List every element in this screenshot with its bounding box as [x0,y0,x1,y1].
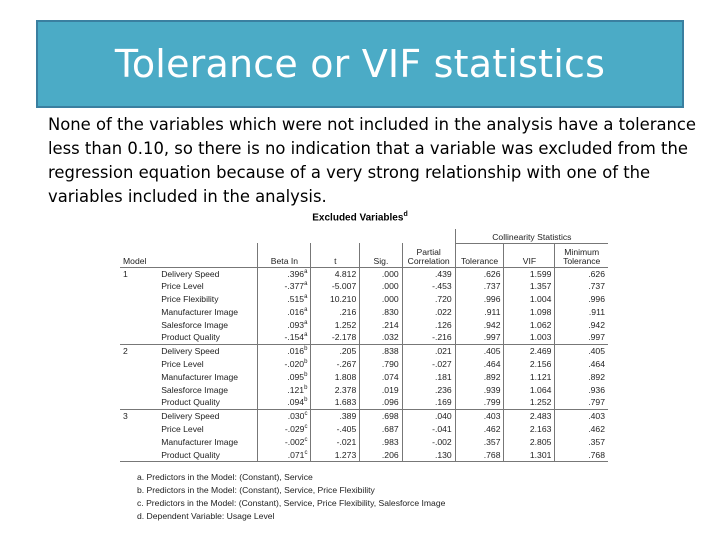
excluded-variables-table-frame [120,229,608,469]
cell-tolerance: .768 [455,449,504,462]
beta-in-footnote-marker: c [304,437,308,443]
beta-in-value: .071 [287,449,305,460]
cell-vif: 1.121 [504,371,555,384]
cell-variable: Delivery Speed [158,410,258,423]
beta-in-footnote-marker: b [304,397,308,404]
cell-vif: 1.003 [504,331,555,344]
beta-in-value: -.029 [284,424,305,435]
cell-variable: Price Level [161,281,204,292]
cell-vif: 1.004 [504,293,555,306]
cell-beta-in [258,293,311,306]
slide-body-text: None of the variables which were not included in the analysis have a tolerance less than 0.10, so there is no indication that a variable was excluded from the regression equation because of a very strong relationship with one of the variables included in the analysis. [48,115,697,206]
cell-variable: Manufacturer Image [161,371,239,382]
cell-model: 2 [120,345,158,358]
cell-sig: .698 [360,410,402,423]
beta-in-value: -.002 [284,436,305,447]
cell-partial-correlation: .040 [402,410,455,423]
cell-model [120,396,158,409]
cell-variable: Delivery Speed [158,345,258,358]
cell-minimum-tolerance: .936 [555,384,608,397]
cell-minimum-tolerance: .768 [555,449,608,462]
cell-sig: .206 [360,449,402,462]
cell-model [120,436,158,449]
col-header-model: Model [123,256,147,266]
cell-beta-in [258,319,311,332]
cell-t: 1.808 [311,371,360,384]
cell-tolerance: .462 [455,423,504,436]
beta-in-value: -.377 [284,281,305,292]
table-row [120,436,608,449]
cell-t: -2.178 [311,331,360,344]
cell-partial-correlation: .130 [402,449,455,462]
table-row [120,306,608,319]
cell-partial-correlation: -.041 [402,423,455,436]
cell-tolerance: .892 [455,371,504,384]
cell-variable: Salesforce Image [161,384,229,395]
cell-variable: Product Quality [158,449,258,462]
cell-model [120,319,158,332]
cell-vif: 1.062 [504,319,555,332]
cell-minimum-tolerance: .942 [555,319,608,332]
table-row [120,319,608,332]
cell-minimum-tolerance: .403 [555,410,608,423]
cell-minimum-tolerance: .626 [555,267,608,280]
cell-partial-correlation: .236 [402,384,455,397]
cell-partial-correlation: .169 [402,396,455,409]
table-row [120,396,608,409]
cell-tolerance: .464 [455,358,504,371]
cell-variable: Manufacturer Image [161,436,239,447]
cell-model: 1 [120,267,158,280]
cell-beta-in [258,423,311,436]
footnote-c: c. Predictors in the Model: (Constant), Service, Price Flexibility, Salesforce Image [137,498,446,508]
table-footnotes [137,471,445,523]
cell-partial-correlation: .021 [402,345,455,358]
col-header-t: t [311,243,360,267]
cell-tolerance: .942 [455,319,504,332]
col-header-vif: VIF [504,243,555,267]
cell-partial-correlation: -.027 [402,358,455,371]
table-row [120,423,608,436]
table-row [120,384,608,397]
table-row [120,293,608,306]
cell-model [120,358,158,371]
cell-t: -.405 [311,423,360,436]
col-header-variable [158,243,258,267]
cell-variable: Price Level [161,424,204,435]
cell-partial-correlation: .439 [402,267,455,280]
cell-beta-in [258,280,311,293]
cell-sig: .983 [360,436,402,449]
cell-beta-in [258,358,311,371]
beta-in-value: .016 [287,346,305,357]
cell-model: 3 [120,410,158,423]
cell-vif: 1.301 [504,449,555,462]
beta-in-footnote-marker: b [304,346,308,353]
beta-in-value: .121 [287,384,305,395]
cell-sig: .214 [360,319,402,332]
cell-tolerance: .626 [455,267,504,280]
cell-variable: Product Quality [161,397,220,408]
cell-t: .205 [311,345,360,358]
cell-t: 4.812 [311,267,360,280]
beta-in-value: .396 [287,268,305,279]
cell-tolerance: .357 [455,436,504,449]
cell-t: 1.273 [311,449,360,462]
beta-in-value: .094 [287,397,305,408]
beta-in-footnote-marker: b [304,372,308,379]
col-header-minimum-tolerance: Minimum Tolerance [555,243,608,267]
cell-sig: .096 [360,396,402,409]
cell-t: .389 [311,410,360,423]
cell-tolerance: .799 [455,396,504,409]
cell-minimum-tolerance: .464 [555,358,608,371]
cell-beta-in [258,371,311,384]
cell-sig: .000 [360,267,402,280]
cell-t: .216 [311,306,360,319]
cell-beta-in [258,345,311,358]
cell-beta-in [258,331,311,344]
footnote-a: a. Predictors in the Model: (Constant), Service [137,472,313,482]
cell-minimum-tolerance: .911 [555,306,608,319]
cell-beta-in [258,410,311,423]
beta-in-value: .030 [287,411,305,422]
cell-tolerance: .403 [455,410,504,423]
cell-t: -.267 [311,358,360,371]
cell-partial-correlation: .126 [402,319,455,332]
cell-minimum-tolerance: .892 [555,371,608,384]
cell-sig: .790 [360,358,402,371]
beta-in-footnote-marker: a [304,319,308,326]
col-header-beta-in: Beta In [258,243,311,267]
table-body [120,267,608,462]
beta-in-footnote-marker: a [304,281,308,288]
cell-partial-correlation: .720 [402,293,455,306]
cell-model [120,371,158,384]
cell-model [120,331,158,344]
col-header-tolerance: Tolerance [455,243,504,267]
cell-t: -5.007 [311,280,360,293]
cell-t: 1.252 [311,319,360,332]
cell-vif: 2.805 [504,436,555,449]
cell-minimum-tolerance: .462 [555,423,608,436]
cell-tolerance: .939 [455,384,504,397]
cell-partial-correlation: -.216 [402,331,455,344]
slide-title: Tolerance or VIF statistics [114,42,606,86]
table-title-footnote-marker: d [403,211,408,218]
cell-sig: .830 [360,306,402,319]
cell-vif: 2.163 [504,423,555,436]
cell-sig: .000 [360,280,402,293]
cell-t: 2.378 [311,384,360,397]
cell-beta-in [258,436,311,449]
cell-partial-correlation: .022 [402,306,455,319]
cell-sig: .032 [360,331,402,344]
cell-tolerance: .911 [455,306,504,319]
cell-vif: 1.252 [504,396,555,409]
cell-variable: Salesforce Image [161,319,229,330]
cell-partial-correlation: -.002 [402,436,455,449]
cell-minimum-tolerance: .997 [555,331,608,344]
cell-vif: 1.064 [504,384,555,397]
footnote-d: d. Dependent Variable: Usage Level [137,511,275,521]
cell-tolerance: .737 [455,280,504,293]
col-header-partial-correlation: Partial Correlation [402,243,455,267]
table-row [120,280,608,293]
beta-in-value: .515 [287,294,305,305]
table-title-text: Excluded Variables [312,212,404,224]
beta-in-footnote-marker: b [304,359,308,366]
beta-in-footnote-marker: a [304,294,308,301]
cell-beta-in [258,449,311,462]
cell-sig: .838 [360,345,402,358]
beta-in-value: .095 [287,371,305,382]
cell-sig: .074 [360,371,402,384]
cell-model [120,449,158,462]
beta-in-footnote-marker: c [304,449,308,456]
cell-t: 10.210 [311,293,360,306]
cell-model [120,384,158,397]
header-spacer [120,229,455,243]
cell-vif: 1.599 [504,267,555,280]
cell-partial-correlation: .181 [402,371,455,384]
cell-vif: 1.357 [504,280,555,293]
title-banner [36,20,684,108]
cell-sig: .019 [360,384,402,397]
cell-t: -.021 [311,436,360,449]
cell-variable: Delivery Speed [158,267,258,280]
beta-in-footnote-marker: c [304,411,308,418]
table-row [120,358,608,371]
cell-variable: Manufacturer Image [161,306,239,317]
cell-partial-correlation: -.453 [402,280,455,293]
col-header-sig: Sig. [360,243,402,267]
beta-in-value: -.154 [284,332,305,343]
cell-beta-in [258,396,311,409]
cell-beta-in [258,384,311,397]
collinearity-group-header: Collinearity Statistics [455,229,608,243]
cell-variable: Product Quality [161,332,220,343]
cell-tolerance: .996 [455,293,504,306]
cell-sig: .000 [360,293,402,306]
cell-model [120,423,158,436]
table-row [120,331,608,344]
beta-in-footnote-marker: c [304,424,308,431]
beta-in-value: -.020 [284,359,305,370]
cell-variable: Price Level [161,359,204,370]
cell-vif: 2.469 [504,345,555,358]
cell-model [120,306,158,319]
table-row [120,410,608,423]
cell-minimum-tolerance: .737 [555,280,608,293]
cell-minimum-tolerance: .357 [555,436,608,449]
table-row [120,267,608,280]
excluded-variables-table [120,229,608,462]
table-title [0,211,720,223]
cell-vif: 1.098 [504,306,555,319]
cell-variable: Price Flexibility [161,294,219,305]
cell-tolerance: .997 [455,331,504,344]
cell-model [120,280,158,293]
cell-beta-in [258,306,311,319]
table-row [120,449,608,462]
table-row [120,345,608,358]
cell-tolerance: .405 [455,345,504,358]
footnote-b: b. Predictors in the Model: (Constant), Service, Price Flexibility [137,485,375,495]
beta-in-footnote-marker: a [304,307,308,314]
beta-in-footnote-marker: a [304,332,308,339]
cell-vif: 2.483 [504,410,555,423]
beta-in-value: .093 [287,319,305,330]
cell-vif: 2.156 [504,358,555,371]
cell-minimum-tolerance: .405 [555,345,608,358]
beta-in-footnote-marker: b [304,384,308,391]
beta-in-footnote-marker: a [304,268,308,275]
cell-beta-in [258,267,311,280]
cell-minimum-tolerance: .797 [555,396,608,409]
cell-t: 1.683 [311,396,360,409]
beta-in-value: .016 [287,306,305,317]
cell-sig: .687 [360,423,402,436]
cell-model [120,293,158,306]
cell-minimum-tolerance: .996 [555,293,608,306]
table-row [120,371,608,384]
